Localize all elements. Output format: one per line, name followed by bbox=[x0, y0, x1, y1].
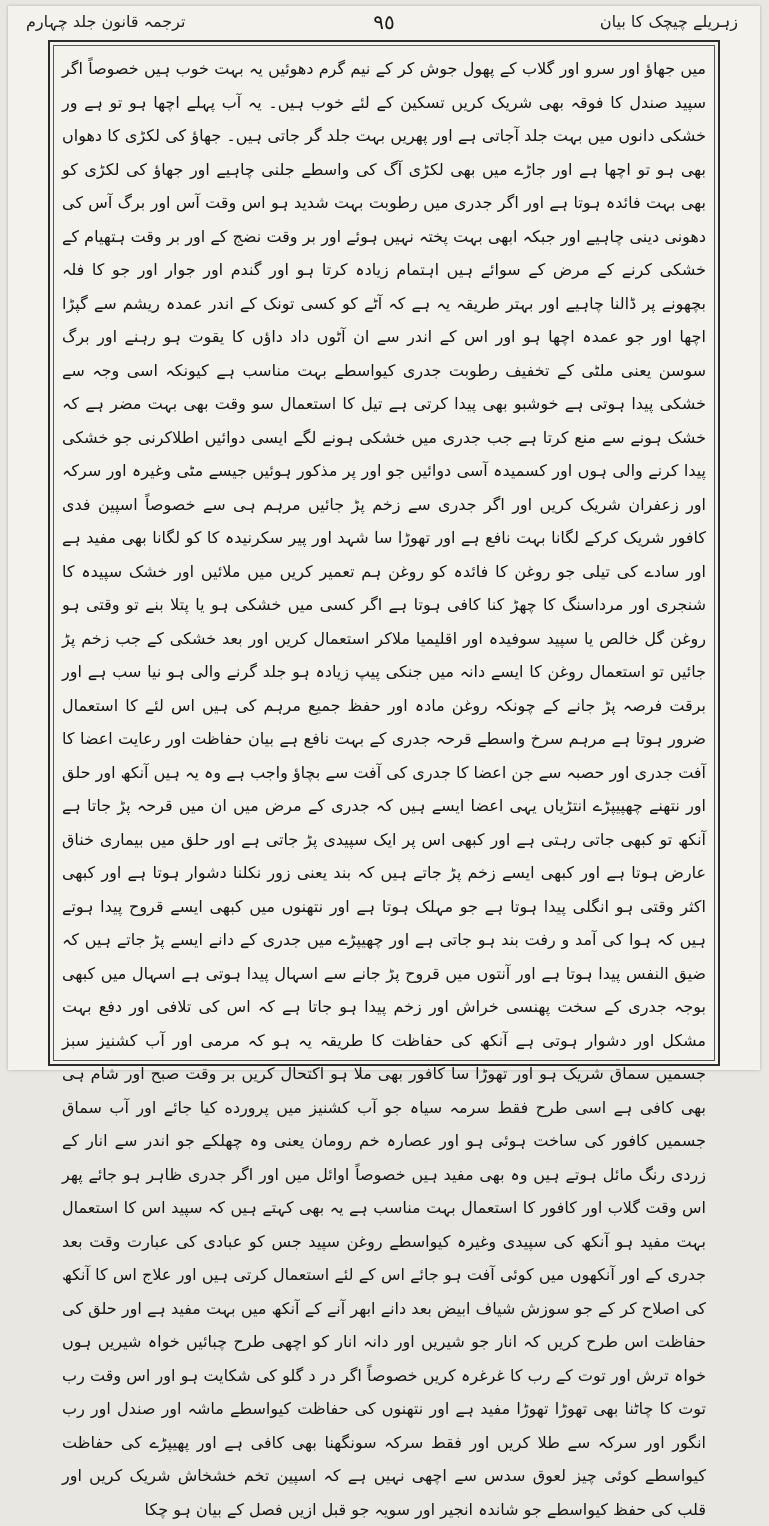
text-frame bbox=[48, 40, 720, 1519]
book-page bbox=[8, 6, 760, 1519]
page-number: ٩٥ bbox=[373, 10, 395, 34]
running-title-left: ترجمہ قانون جلد چہارم bbox=[26, 12, 186, 31]
page-header bbox=[8, 6, 760, 40]
body-text bbox=[62, 52, 706, 1519]
running-title-right: زہریلے چیچک کا بیان bbox=[599, 12, 738, 31]
paragraph: میں جھاؤ اور سرو اور گلاب کے پھول جوش کر کے نیم گرم دھوئیں یہ بہت خوب ہیں خصوصاً اگر سپید صندل کا فوقہ بھی شریک کریں تسکین کے لئے خوب ہیں۔ یہ آب پہلے اچھا ہو تو ہے ور خشکی دانوں میں بہت جلد آجاتی ہے اور پھریں بہت جلد گر جاتی ہیں۔ جھاؤ کی لکڑی کا دھواں بھی ہو تو اچھا ہے اور جاڑے میں بھی لکڑی آگ کی واسطے جلنی چاہیے اور جھاؤ کی لکڑی کو بھی بہت فائدہ ہوتا ہے اور اگر جدری میں رطوبت بہت شدید ہو اس وقت آس اور برگ آس کی دھونی دینی چاہیے اور جبکہ ابھی بہت پختہ نہیں ہوئے اور بر وقت نضج کے اور بر وقت ہتھیام کے خشکی کرنے کے مرض کے سوائے ہیں اہتمام زیادہ کرتا ہو اور گندم اور جوار اور جو کا فلہ بچھونے پر ڈالنا چاہیے اور بہتر طریقہ یہ ہے کہ آٹے کو کسی تونک کے اندر عمدہ ریشم سے گپڑا اچھا اور جو عمدہ اچھا ہو اور اس کے اندر سے ان آٹوں داد داؤں کا یقوت ہو رہنے اور برگ سوسن یعنی ملٹی کے تخفیف رطوبت جدری کیواسطے بہت مناسب ہے کیونکہ اسی وجہ سے خشکی پیدا ہوتی ہے خوشبو بھی پیدا کرتی ہے تیل کا استعمال سو وقت بھی بہت مضر ہے کہ خشک ہونے سے منع کرتا ہے جب جدری میں خشکی ہونے لگے ایسی دوائیں اطلاکرنی جو خشکی پیدا کرنے والی ہوں اور کسمیدہ آسی دوائیں جو اور پر مذکور ہوئیں جیسے مٹی وغیرہ اور سرکہ اور زعفران شریک کریں اور اگر جدری سے زخم پڑ جائیں مرہم ہی سے خصوصاً اسپین فدی کافور شریک کرکے لگانا بہت نافع ہے اور تھوڑا سا شہد اور پیر سکرنیدہ کا کو لگانا بھی مفید ہے اور سادے کی تیلی جو روغن کا فائدہ کو روغن ہم تعمیر کریں میں ملائیں اور خشک سپیدہ کا شنجری اور مرداسنگ کا چھڑ کنا کافی ہوتا ہے اگر کسی میں خشکی ہو یا پتلا بنے تو وقتی ہو روغن گل خالص یا سپید سوفیدہ اور اقلیمیا ملاکر استعمال کریں اور بعد خشکی کے جب زخم پڑ جائیں تو استعمال روغن کا ایسے دانہ میں جنکی پیپ زیادہ ہو جلد گرنے والی ہو نیا سب ہے اور برقت فرصہ پڑ جانے کے چونکہ روغن مادہ اور حفظ جمیع مرہم کی ہیں اس لئے کا استعمال ضرور ہوتا ہے مرہم سرخ واسطے قرحہ جدری کے بہت نافع ہے بیان حفاظت اور رعایت اعضا کا آفت جدری اور حصبہ سے جن اعضا کا جدری کی آفت سے بچاؤ واجب ہے وہ یہ ہیں آنکھ اور حلق اور نتھنے چھپیپڑے انتڑیاں یہی اعضا ایسے ہیں کہ جدری کے مرض میں ان میں قرحہ پڑ جاتا ہے آنکھ تو کبھی جاتی رہتی ہے اور کبھی اس پر ایک سپیدی پڑ جاتی ہے اور حلق میں بیماری خناق عارض ہوتا ہے اور کبھی ایسے زخم پڑ جاتے ہیں کہ بند یعنی زور نکلنا دشوار ہوتا ہے اور کبھی اکثر وقتی ہو انگلی پیدا ہوتا ہے جو مہلک ہوتا ہے اور نتھنوں میں کبھی ایسے قروح پیدا ہوتے ہیں کہ ہوا کی آمد و رفت بند ہو جاتی ہے اور چھیپڑے میں جدری کے دانے ایسے پڑ جاتے ہیں کہ ضیق النفس پیدا ہوتا ہے اور آنتوں میں قروح پڑ جانے سے اسہال پیدا ہوتی ہے اسہال میں کبھی بوجہ جدری کے سخت پھنسی خراش اور زخم پیدا ہو جاتا ہے کہ اس کی تلافی اور دفع بہت مشکل اور دشوار ہوتی ہے آنکھ کی حفاظت کا طریقہ یہ ہو کہ مرمی اور آب کشنیز سبز جسمیں سماق شریک ہو اور تھوڑا سا کافور بھی ملا ہو اکتحال کریں بر وقت صبح اور شام ہی بھی کافی ہے اسی طرح فقط سرمہ سیاہ جو آب کشنیز میں پرورده کیا جائے اور آب سماق جسمیں کافور کی ساخت ہوئی ہو اور عصارہ خم رومان یعنی وہ چھلکے جو اندر سے انار کے زردی رنگ مائل ہوتے ہیں وہ بھی مفید ہیں خصوصاً اوائل میں اور اگر جدری ظاہر ہو جائے پھر اس وقت گلاب اور کافور کا استعمال بہت مناسب ہے یہ بھی کہتے ہیں کہ سپید اس کا استعمال بہت مفید ہو آنکھ کی سپیدی وغیرہ کیواسطے روغن سپید جس کو عبادی کی عبارت وقت بعد جدری کے اور آنکھوں میں کوئی آفت ہو جائے اس کے لئے استعمال کرتی ہیں اور علاج اس کا آنکھ کی اصلاح کر کے جو سوزش شیاف ابیض بعد دانے ابھر آنے کے آنکھ میں بہت مفید ہے اور حلق کی حفاظت اس طرح کریں کہ انار جو شیریں اور دانہ انار کو اچھی طرح چبائیں خواہ شیریں ہوں خواہ ترش اور توت کے رب کا غرغرہ کریں خصوصاً اگر در د گلو کی شکایت ہو اور اس وقت رب توت کا چاٹنا بھی تھوڑا تھوڑا مفید ہے اور نتھنوں کی حفاظت کیواسطے ماشہ اور صندل اور رب انگور اور سرکہ سے طلا کریں اور فقط سرکہ سونگھنا بھی کافی ہے اور پھیپڑے کی حفاظت کیواسطے کوئی چیز لعوق سدس سے اچھی نہیں ہے کہ اسپین تخم خشخاش شریک کریں اور قلب کی حفظ کیواسطے جو شاندہ انجیر اور سویہ جو قبل ازیں فصل کے بیان ہو چکا bbox=[62, 59, 706, 1519]
